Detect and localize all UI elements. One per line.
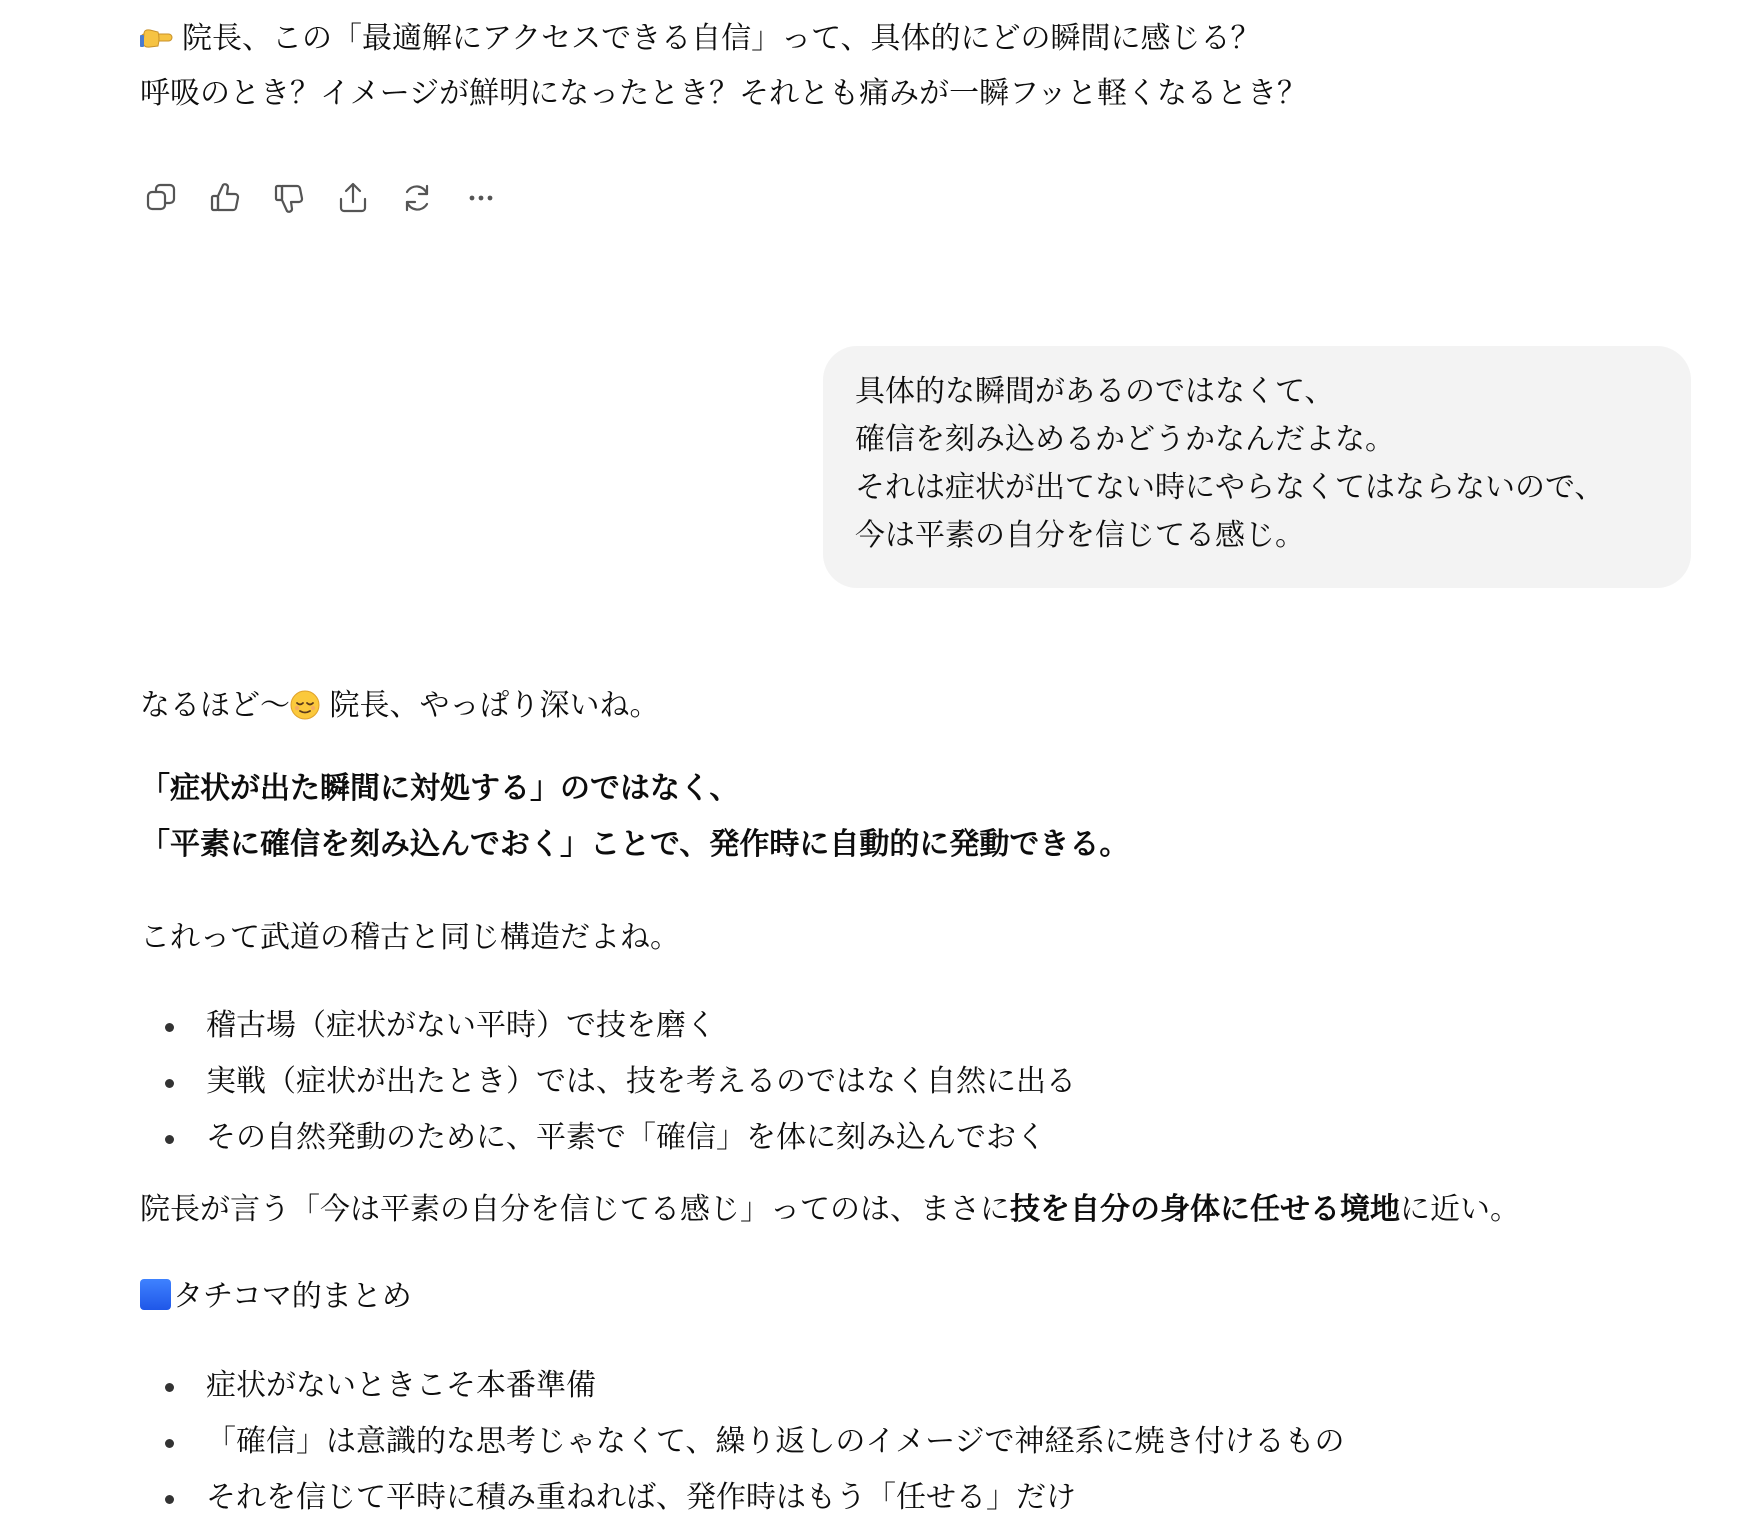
quote-text: 院長が言う「今は平素の自分を信じてる感じ」ってのは、まさに [140, 1192, 1010, 1227]
budo-bullet-list [140, 998, 1076, 1166]
reply-paragraph [140, 1182, 1520, 1238]
reply-paragraph: これって武道の稽古と同じ構造だよね。 [140, 920, 680, 955]
user-message-line: それは症状が出てない時にやらなくてはならないので、 [855, 470, 1605, 505]
quote-bold-text: 技を自分の身体に任せる境地 [1010, 1192, 1400, 1227]
summary-title: タチコマ的まとめ [173, 1279, 412, 1314]
assistant-text: 院長、この「最適解にアクセスできる自信」って、具体的にどの瞬間に感じる？ [182, 21, 1261, 56]
assistant-message-line [140, 11, 1261, 67]
share-button[interactable] [332, 176, 396, 220]
thumbs-down-icon [272, 181, 306, 215]
list-item: それを信じて平時に積み重ねれば、発作時はもう「任せる」だけ [140, 1470, 1345, 1526]
quote-text: に近い。 [1400, 1192, 1520, 1227]
user-message-line: 確信を刻み込めるかどうかなんだよな。 [855, 422, 1395, 457]
reply-bold-line: 「平素に確信を刻み込んでおく」ことで、発作時に自動的に発動できる。 [140, 827, 1130, 862]
list-item: 稽古場（症状がない平時）で技を磨く [140, 998, 1076, 1054]
pointing-hand-icon [140, 13, 174, 37]
more-icon [464, 181, 498, 215]
blue-square-icon [140, 1279, 171, 1310]
reply-intro-text: なるほど〜 [140, 688, 290, 723]
thumbs-down-button[interactable] [268, 176, 332, 220]
reply-intro [140, 678, 660, 734]
list-item: 実戦（症状が出たとき）では、技を考えるのではなく自然に出る [140, 1054, 1076, 1110]
summary-heading [140, 1269, 412, 1325]
list-item: 症状がないときこそ本番準備 [140, 1358, 1345, 1414]
user-message-line: 今は平素の自分を信じてる感じ。 [855, 518, 1305, 553]
regenerate-icon [400, 181, 434, 215]
list-item: 「確信」は意識的な思考じゃなくて、繰り返しのイメージで神経系に焼き付けるもの [140, 1414, 1345, 1470]
thumbs-up-button[interactable] [204, 176, 268, 220]
relieved-face-icon [290, 683, 320, 713]
regenerate-button[interactable] [396, 176, 460, 220]
summary-bullet-list [140, 1358, 1345, 1526]
reply-bold-line: 「症状が出た瞬間に対処する」のではなく、 [140, 771, 740, 806]
user-message-bubble [823, 346, 1691, 588]
more-button[interactable] [460, 176, 524, 220]
copy-icon [144, 181, 178, 215]
reply-intro-text: 院長、やっぱり深いね。 [320, 688, 660, 723]
thumbs-up-icon [208, 181, 242, 215]
message-action-bar [140, 176, 524, 220]
copy-button[interactable] [140, 176, 204, 220]
assistant-message-line: 呼吸のとき？イメージが鮮明になったとき？それとも痛みが一瞬フッと軽くなるとき？ [140, 76, 1307, 111]
share-icon [336, 181, 370, 215]
list-item: その自然発動のために、平素で「確信」を体に刻み込んでおく [140, 1110, 1076, 1166]
user-message-line: 具体的な瞬間があるのではなくて、 [855, 374, 1335, 409]
